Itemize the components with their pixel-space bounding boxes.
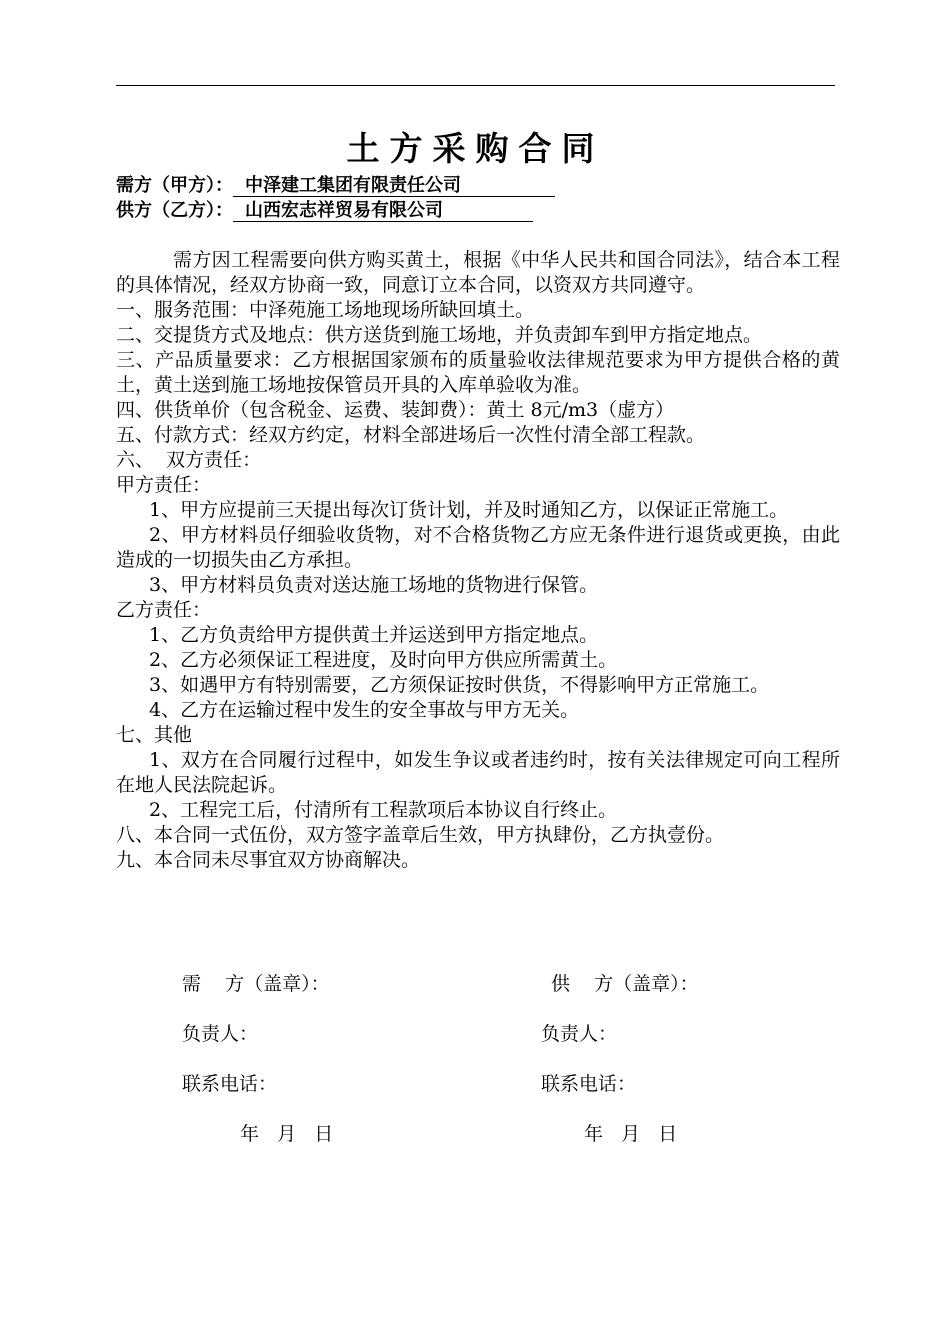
clause-paragraph: 1、双方在合同履行过程中，如发生争议或者违约时，按有关法律规定可向工程所在地人民法院起诉。 xyxy=(116,749,840,796)
buyer-seal-label: 需 方（盖章）： xyxy=(182,973,330,995)
clause-paragraph: 3、如遇甲方有特别需要，乙方须保证按时供货，不得影响甲方正常施工。 xyxy=(149,674,770,696)
clause-paragraph: 2、乙方必须保证工程进度，及时向甲方供应所需黄土。 xyxy=(149,649,618,671)
document-title: 土方采购合同 xyxy=(346,129,605,168)
buyer-name: 中泽建工集团有限责任公司 xyxy=(233,176,555,197)
clause-paragraph: 4、乙方在运输过程中发生的安全事故与甲方无关。 xyxy=(149,699,580,721)
clause-paragraph: 二、交提货方式及地点：供方送货到施工场地，并负责卸车到甲方指定地点。 xyxy=(116,324,763,346)
clause-paragraph: 九、本合同未尽事宜双方协商解决。 xyxy=(116,849,421,871)
clause-paragraph: 甲方责任： xyxy=(116,474,212,496)
buyer-person-label: 负责人： xyxy=(182,1023,259,1045)
seller-label: 供方（乙方）： xyxy=(116,200,233,221)
clause-paragraph: 需方因工程需要向供方购买黄土，根据《中华人民共和国合同法》，结合本工程的具体情况，经双方协商一致，同意订立本合同，以资双方共同遵守。 xyxy=(116,249,840,296)
buyer-date-label: 年 月 日 xyxy=(240,1123,334,1145)
clause-paragraph: 三、产品质量要求：乙方根据国家颁布的质量验收法律规范要求为甲方提供合格的黄土，黄土送到施工场地按保管员开具的入库单验收为准。 xyxy=(116,349,840,396)
clause-paragraph: 一、服务范围：中泽苑施工场地现场所缺回填土。 xyxy=(116,299,535,321)
seller-person-label: 负责人： xyxy=(541,1023,618,1045)
seller-seal-label: 供 方（盖章）： xyxy=(551,973,699,995)
clause-paragraph: 2、工程完工后，付清所有工程款项后本协议自行终止。 xyxy=(149,799,618,821)
header-rule xyxy=(116,85,835,86)
seller-date-label: 年 月 日 xyxy=(584,1123,678,1145)
clause-paragraph: 五、付款方式：经双方约定，材料全部进场后一次性付清全部工程款。 xyxy=(116,424,706,446)
clause-paragraph: 八、本合同一式伍份，双方签字盖章后生效，甲方执肆份，乙方执壹份。 xyxy=(116,824,725,846)
contract-body xyxy=(116,248,840,873)
clause-paragraph: 四、供货单价（包含税金、运费、装卸费）：黄土 8元/m3（虚方） xyxy=(116,399,675,421)
clause-paragraph: 1、乙方负责给甲方提供黄土并运送到甲方指定地点。 xyxy=(149,624,599,646)
buyer-label: 需方（甲方）： xyxy=(116,175,233,196)
clause-paragraph: 乙方责任： xyxy=(116,599,212,621)
clause-paragraph: 2、甲方材料员仔细验收货物，对不合格货物乙方应无条件进行退货或更换，由此造成的一切损失由乙方承担。 xyxy=(116,524,840,571)
clause-paragraph: 六、 双方责任： xyxy=(116,449,262,471)
seller-name: 山西宏志祥贸易有限公司 xyxy=(233,201,533,222)
clause-paragraph: 3、甲方材料员负责对送达施工场地的货物进行保管。 xyxy=(149,574,599,596)
seller-party-line xyxy=(116,199,533,223)
buyer-party-line xyxy=(116,174,555,198)
clause-paragraph: 七、其他 xyxy=(116,724,193,746)
clause-paragraph: 1、甲方应提前三天提出每次订货计划，并及时通知乙方，以保证正常施工。 xyxy=(149,499,789,521)
buyer-phone-label: 联系电话： xyxy=(182,1073,278,1095)
seller-phone-label: 联系电话： xyxy=(541,1073,637,1095)
